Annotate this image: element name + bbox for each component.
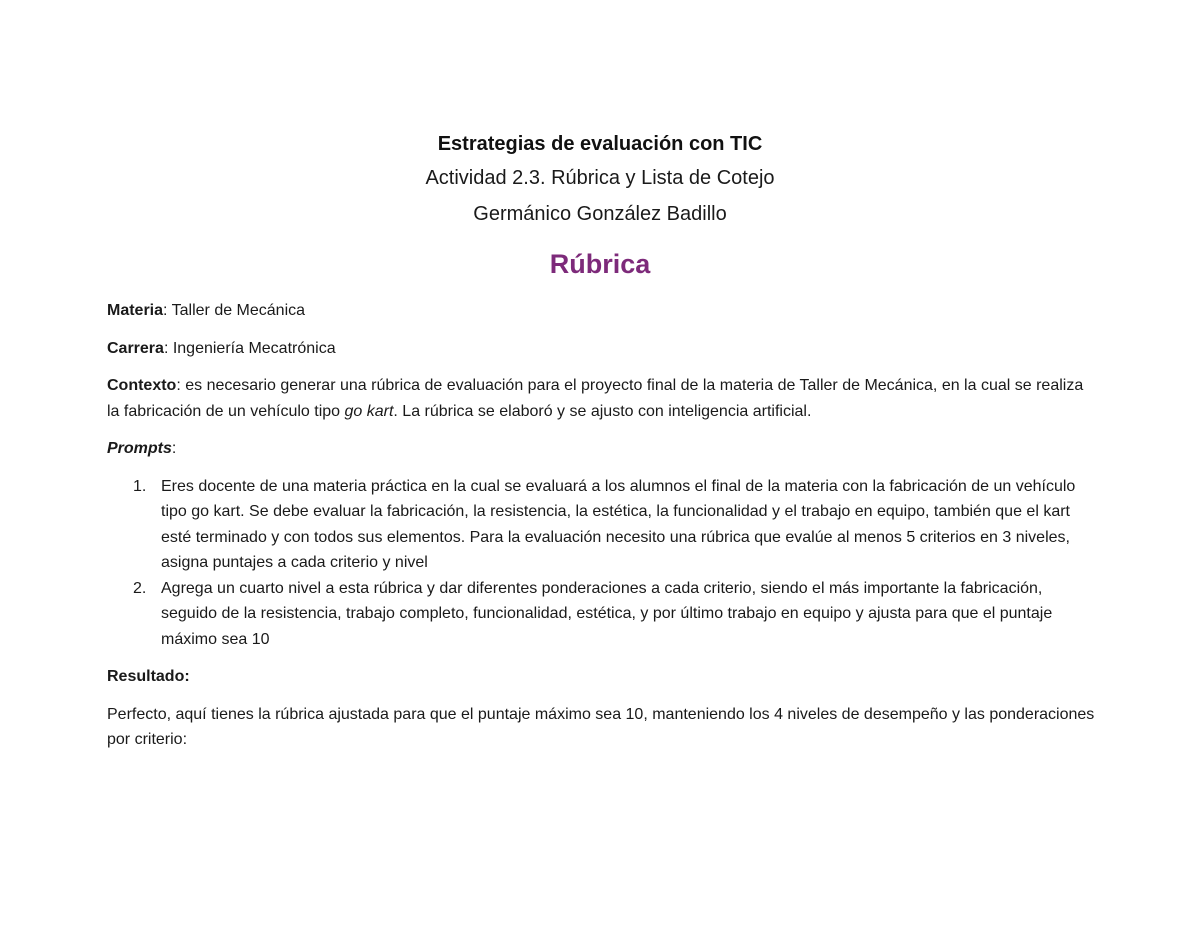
contexto-italic-term: go kart bbox=[344, 402, 394, 420]
carrera-value: : Ingeniería Mecatrónica bbox=[163, 339, 336, 357]
document-header bbox=[0, 128, 1200, 284]
list-item-text: Eres docente de una materia práctica en la cual se evaluará a los alumnos el final de la materia con la fabricación de un vehículo tipo go kart. Se debe evaluar la fabricación, la resistencia, la estética, la funcionalidad y el trabajo en equipo, también que el kart esté terminado y con todos sus elementos. Para la evaluación necesito una rúbrica que evalúe al menos 5 criterios en 3 niveles, asigna puntajes a cada criterio y nivel bbox=[161, 477, 1076, 571]
list-item bbox=[107, 576, 1097, 653]
result-label: Resultado: bbox=[107, 668, 190, 685]
result-paragraph: Perfecto, aquí tienes la rúbrica ajustada para que el puntaje máximo sea 10, manteniendo los 4 niveles de desempeño y las ponderaciones por criterio: bbox=[107, 705, 1095, 748]
list-item-text: Agrega un cuarto nivel a esta rúbrica y dar diferentes ponderaciones a cada criterio, siendo el más importante la fabricación, seguido de la resistencia, trabajo completo, funcionalidad, estética, y por último trabajo en equipo y ajusta para que el puntaje máximo sea 10 bbox=[161, 579, 1053, 648]
author-name: Germánico González Badillo bbox=[473, 203, 727, 225]
course-title: Estrategias de evaluación con TIC bbox=[437, 133, 763, 155]
result-heading bbox=[107, 664, 1097, 690]
rubric-title: Rúbrica bbox=[549, 249, 651, 279]
list-item-number: 2. bbox=[133, 579, 147, 597]
materia-value: : Taller de Mecánica bbox=[163, 302, 306, 319]
contexto-text-end: . La rúbrica se elaboró y se ajusto con inteligencia artificial. bbox=[393, 402, 812, 420]
materia-line bbox=[107, 298, 1097, 324]
carrera-line bbox=[107, 336, 1097, 362]
prompts-heading bbox=[107, 436, 1097, 462]
prompts-list bbox=[107, 474, 1097, 653]
list-item bbox=[107, 474, 1097, 576]
document-body bbox=[107, 298, 1097, 765]
prompts-label: Prompts bbox=[107, 440, 172, 457]
carrera-label: Carrera bbox=[107, 339, 164, 357]
prompts-colon: : bbox=[171, 440, 177, 457]
contexto-text-start: : es necesario generar una rúbrica de evaluación para el proyecto final de la materia de Taller de Mecánica, en la cual se realiza la fabricación de un vehículo tipo bbox=[107, 377, 1084, 420]
contexto-paragraph bbox=[107, 373, 1097, 424]
materia-label: Materia bbox=[107, 302, 164, 319]
contexto-label: Contexto bbox=[107, 377, 177, 394]
activity-title: Actividad 2.3. Rúbrica y Lista de Cotejo bbox=[425, 167, 775, 189]
list-item-number: 1. bbox=[133, 477, 147, 495]
